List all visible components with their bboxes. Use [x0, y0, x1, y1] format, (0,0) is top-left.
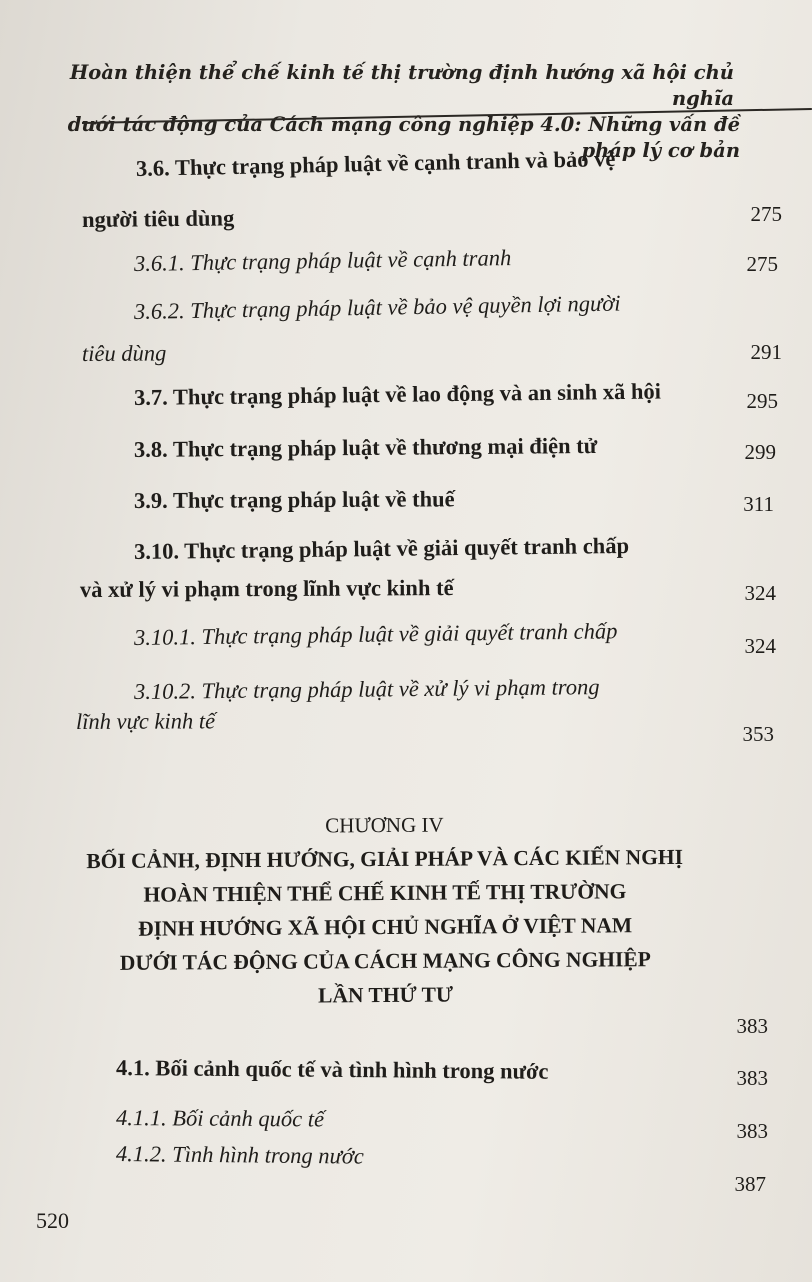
toc-page-3-7: 295 — [746, 389, 778, 413]
page-number: 520 — [36, 1208, 69, 1233]
toc-page-3-6-2: 291 — [750, 340, 782, 364]
toc-entry-3-6-2-line2: tiêu dùng — [81, 340, 167, 366]
toc-entry-4-1: 4.1. Bối cảnh quốc tế và tình hình trong nước — [115, 1055, 549, 1084]
toc-entry-3-10-line1: 3.10. Thực trạng pháp luật về giải quyết tranh chấp — [133, 532, 630, 564]
toc-page-3-6-1: 275 — [746, 252, 778, 276]
toc-entry-3-6-line2: người tiêu dùng — [81, 205, 235, 232]
toc-page-4-1: 383 — [736, 1066, 768, 1090]
toc-entry-3-9: 3.9. Thực trạng pháp luật về thuế — [133, 486, 455, 513]
toc-entry-3-10-2-line1: 3.10.2. Thực trạng pháp luật về xử lý vi phạm trong — [133, 674, 600, 704]
toc-entry-3-7: 3.7. Thực trạng pháp luật về lao động và an sinh xã hội — [133, 378, 662, 410]
chapter-title-line-3: ĐỊNH HƯỚNG XÃ HỘI CHỦ NGHĨA Ở VIỆT NAM — [137, 913, 633, 941]
toc-page-3-10-1: 324 — [744, 634, 776, 658]
toc-page-3-8: 299 — [744, 440, 776, 464]
chapter-title-line-1: BỐI CẢNH, ĐỊNH HƯỚNG, GIẢI PHÁP VÀ CÁC KIẾN NGHỊ — [86, 844, 684, 874]
toc-page-4-1-1: 383 — [736, 1119, 768, 1143]
toc-entry-4-1-1: 4.1.1. Bối cảnh quốc tế — [115, 1105, 325, 1132]
chapter-title-line-2: HOÀN THIỆN THỂ CHẾ KINH TẾ THỊ TRƯỜNG — [143, 879, 627, 907]
header-line-2: dưới tác động của Cách mạng công nghiệp 4.0: Những vấn đề pháp lý cơ bản — [67, 113, 740, 162]
toc-entry-3-10-line2: và xử lý vi phạm trong lĩnh vực kinh tế — [79, 575, 454, 602]
toc-entry-3-6-line1: 3.6. Thực trạng pháp luật về cạnh tranh và bảo vệ — [135, 145, 616, 181]
toc-entry-3-10-2-line2: lĩnh vực kinh tế — [75, 708, 216, 734]
toc-entry-3-10-1: 3.10.1. Thực trạng pháp luật về giải quyết tranh chấp — [133, 618, 618, 650]
toc-entry-3-6-1: 3.6.1. Thực trạng pháp luật về cạnh tranh — [133, 245, 512, 276]
toc-page-3-9: 311 — [743, 492, 774, 516]
toc-page-3-6: 275 — [750, 202, 782, 226]
header-line-1: Hoàn thiện thể chế kinh tế thị trường định hướng xã hội chủ nghĩa — [69, 61, 734, 110]
toc-page-chapter-4: 383 — [736, 1014, 768, 1038]
chapter-label: CHƯƠNG IV — [325, 812, 444, 838]
toc-page-3-10-2: 353 — [742, 722, 774, 746]
chapter-title-line-5: LẦN THỨ TƯ — [318, 982, 454, 1008]
chapter-title-line-4: DƯỚI TÁC ĐỘNG CỦA CÁCH MẠNG CÔNG NGHIỆP — [119, 947, 651, 975]
toc-entry-3-6-2-line1: 3.6.2. Thực trạng pháp luật về bảo vệ quyền lợi người — [133, 290, 621, 324]
toc-entry-4-1-2: 4.1.2. Tình hình trong nước — [115, 1141, 364, 1169]
toc-page-3-10: 324 — [744, 581, 776, 605]
toc-entry-3-8: 3.8. Thực trạng pháp luật về thương mại điện tử — [133, 432, 598, 462]
chapter-heading — [59, 806, 710, 1015]
toc-page-4-1-2: 387 — [734, 1172, 766, 1196]
